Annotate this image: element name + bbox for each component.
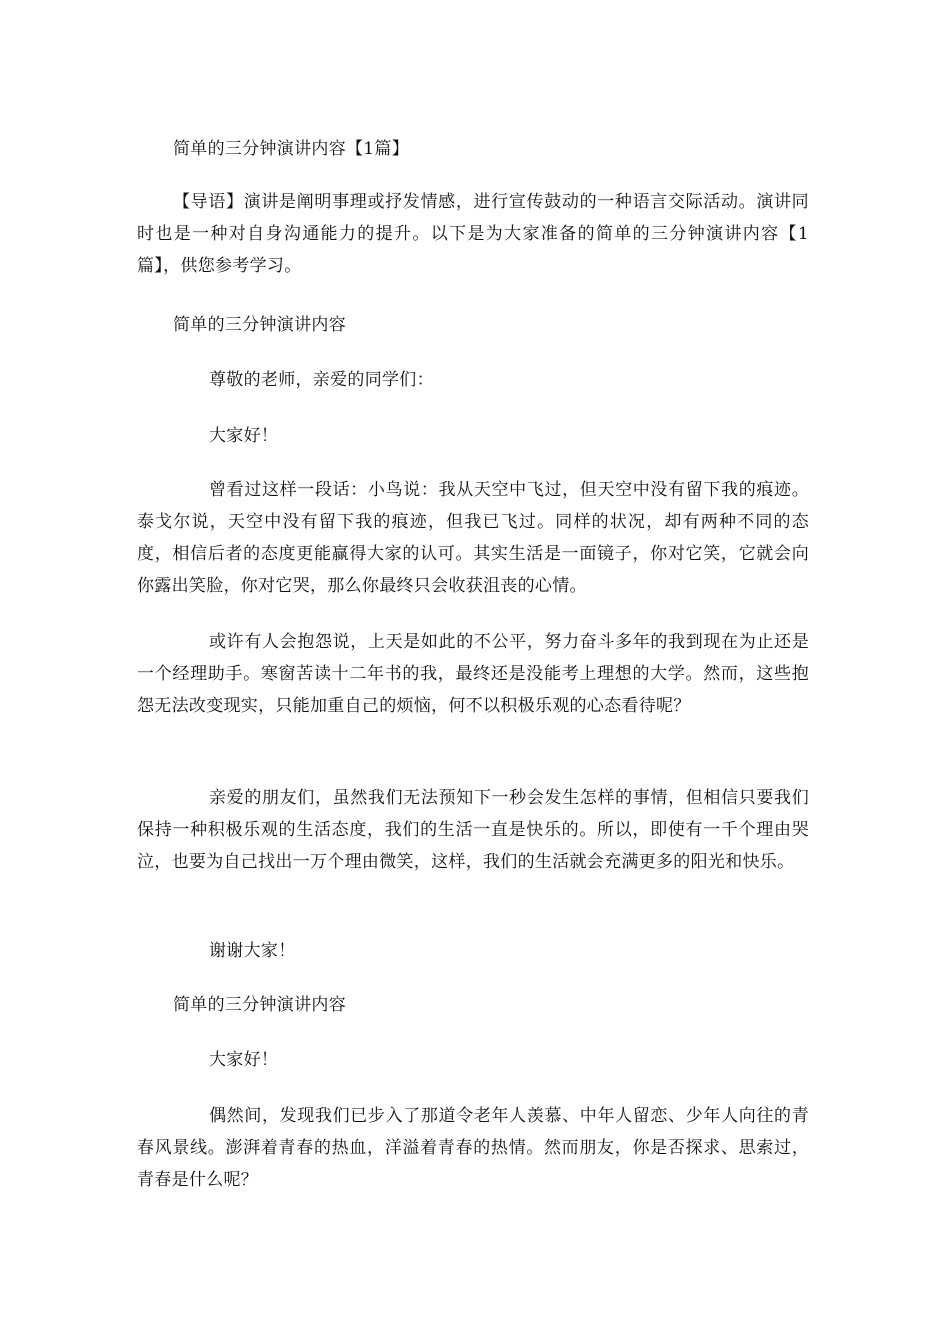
document-title: 简单的三分钟演讲内容【1篇】 xyxy=(173,139,410,159)
section2-paragraph: 偶然间，发现我们已步入了那道令老年人羡慕、中年人留恋、少年人向往的青春风景线。澎湃着青春的热血，洋溢着青春的热情。然而朋友，你是否探求、思索过，青春是什么呢？ xyxy=(137,1106,809,1190)
intro-paragraph: 【导语】演讲是阐明事理或抒发情感，进行宣传鼓动的一种语言交际活动。演讲同时也是一种对自身沟通能力的提升。以下是为大家准备的简单的三分钟演讲内容【1篇】，供您参考学习。 xyxy=(137,192,809,276)
section1-closing: 谢谢大家！ xyxy=(209,941,296,961)
section1-paragraph: 亲爱的朋友们，虽然我们无法预知下一秒会发生怎样的事情，但相信只要我们保持一种积极乐观的生活态度，我们的生活一直是快乐的。所以，即使有一千个理由哭泣，也要为自己找出一万个理由微笑，这样，我们的生活就会充满更多的阳光和快乐。 xyxy=(137,788,809,872)
section2-heading: 简单的三分钟演讲内容 xyxy=(173,995,346,1015)
section1-heading: 简单的三分钟演讲内容 xyxy=(173,315,346,335)
section1-greeting: 大家好！ xyxy=(209,426,279,446)
section1-paragraph: 曾看过这样一段话：小鸟说：我从天空中飞过，但天空中没有留下我的痕迹。泰戈尔说，天空中没有留下我的痕迹，但我已飞过。同样的状况，却有两种不同的态度，相信后者的态度更能赢得大家的认可。其实生活是一面镜子，你对它笑，它就会向你露出笑脸，你对它哭，那么你最终只会收获沮丧的心情。 xyxy=(137,480,809,596)
section1-salutation: 尊敬的老师，亲爱的同学们： xyxy=(209,370,434,390)
section1-paragraph: 或许有人会抱怨说，上天是如此的不公平，努力奋斗多年的我到现在为止还是一个经理助手。寒窗苦读十二年书的我，最终还是没能考上理想的大学。然而，这些抱怨无法改变现实，只能加重自己的烦恼，何不以积极乐观的心态看待呢？ xyxy=(137,632,809,716)
section2-greeting: 大家好！ xyxy=(209,1050,279,1070)
